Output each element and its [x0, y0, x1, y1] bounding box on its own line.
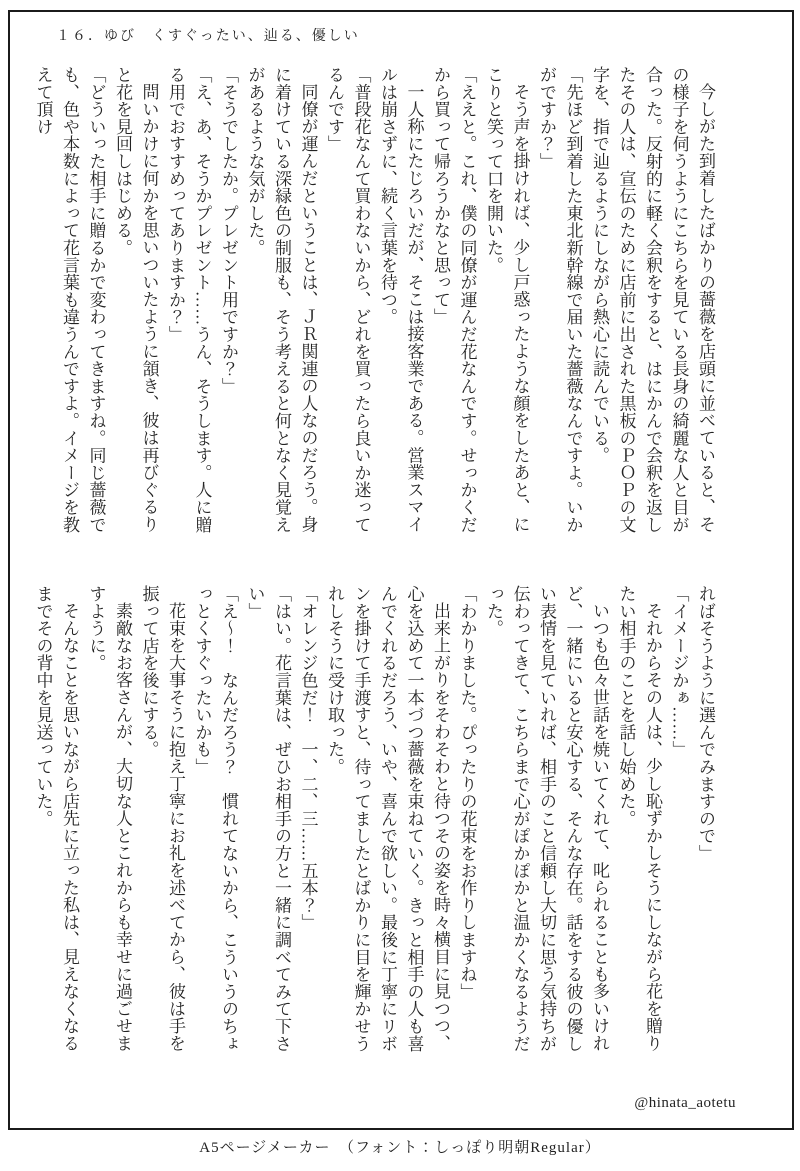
page-title: １６．ゆび くすぐったい、辿る、優しい	[56, 29, 360, 44]
paragraph: 今しがた到着したばかりの薔薇を店頭に並べていると、その様子を伺うようにこちらを見ている長身の綺麗な人と目が合った。反射的に軽く会釈をすると、はにかんで会釈を返したその人は、宣伝のために店前に出された黒板のＰＯＰの文字を、指で辿るようにしながら熱心に読んでいる。	[590, 66, 715, 534]
vertical-text-block-top	[24, 66, 718, 548]
page-frame	[8, 10, 794, 1130]
paragraph: 「はい。花言葉は、ぜひお相手の方と一緒に調べてみて下さい」	[245, 585, 291, 1053]
paragraph: 花束を大事そうに抱え丁寧にお礼を述べてから、彼は手を振って店を後にする。	[139, 585, 185, 1052]
paragraph: 「先ほど到着した東北新幹線で届いた薔薇なんですよ。いかがですか？」	[537, 66, 583, 534]
paragraph: 「どういった相手に贈るかで変わってきますね。同じ薔薇でも、色や本数によって花言葉も違うんですよ。イメージを教えて頂け	[33, 66, 106, 534]
paragraph: 「ええと。これ、僕の同僚が運んだ花なんです。せっかくだから買って帰ろうかなと思って」	[431, 66, 477, 534]
paragraph: そんなことを思いながら店先に立った私は、見えなくなるまでその背中を見送っていた。	[33, 585, 79, 1052]
paragraph: それからその人は、少し恥ずかしそうにしながら花を贈りたい相手のことを話し始めた。	[616, 585, 662, 1052]
paragraph: 素敵なお客さんが、大切な人とこれからも幸せに過ごせますように。	[86, 585, 132, 1052]
paragraph: 「そうでしたか。プレゼント用ですか？」	[219, 66, 238, 395]
paragraph: 「え、あ、そうかプレゼント……うん、そうします。人に贈る用でおすすめってありますか？」	[166, 66, 212, 534]
paragraph: そう声を掛ければ、少し戸惑ったような顔をしたあと、にこりと笑って口を開いた。	[484, 66, 530, 533]
paragraph: 「わかりました。ぴったりの花束をお作りしますね」	[457, 585, 477, 1001]
generator-caption: A5ページメーカー （フォント：しっぽり明朝Regular）	[199, 1140, 601, 1156]
paragraph: 「普段花なんて買わないから、どれを買ったら良いか迷ってるんです」	[325, 66, 371, 534]
author-handle: @hinata_aotetu	[634, 1095, 736, 1111]
vertical-text-block-bottom	[24, 585, 718, 1067]
paragraph: 同僚が運んだということは、ＪＲ関連の人なのだろう。身に着けている深緑色の制服も、そう考えると何となく見覚えがあるような気がした。	[245, 66, 318, 534]
paragraph: 出来上がりをそわそわと待つその姿を時々横目に見つつ、心を込めて一本づつ薔薇を束ねていく。きっと相手の人も喜んでくれるだろう、いや、喜んで欲しい。最後に丁寧にリボンを掛けて手渡すと、待ってましたとばかりに目を輝かせうれしそうに受け取った。	[325, 585, 450, 1053]
paragraph: ればそうように選んでみますので」	[696, 585, 715, 862]
paragraph: 「オレンジ色だ！ 一、二、三……五本？」	[298, 585, 318, 931]
paragraph: 「イメージかぁ……」	[669, 585, 689, 758]
paragraph: 問いかけに何かを思いついたように頷き、彼は再びぐるりと花を見回しはじめる。	[113, 66, 159, 533]
paragraph: 一人称にたじろいだが、そこは接客業である。営業スマイルは崩さずに、続く言葉を待つ。	[378, 66, 424, 533]
paragraph: 「え～！ なんだろう？ 慣れてないから、こういうのちょっとくすぐったいかも」	[192, 585, 238, 1053]
paragraph: いつも色々世話を焼いてくれて、叱られることも多いけれど、一緒にいると安心する、そんな存在。話をする彼の優しい表情を見ていれば、相手のこと信頼し大切に思う気持ちが伝わってきて、こちらまで心がぽかぽかと温かくなるようだった。	[484, 585, 609, 1053]
